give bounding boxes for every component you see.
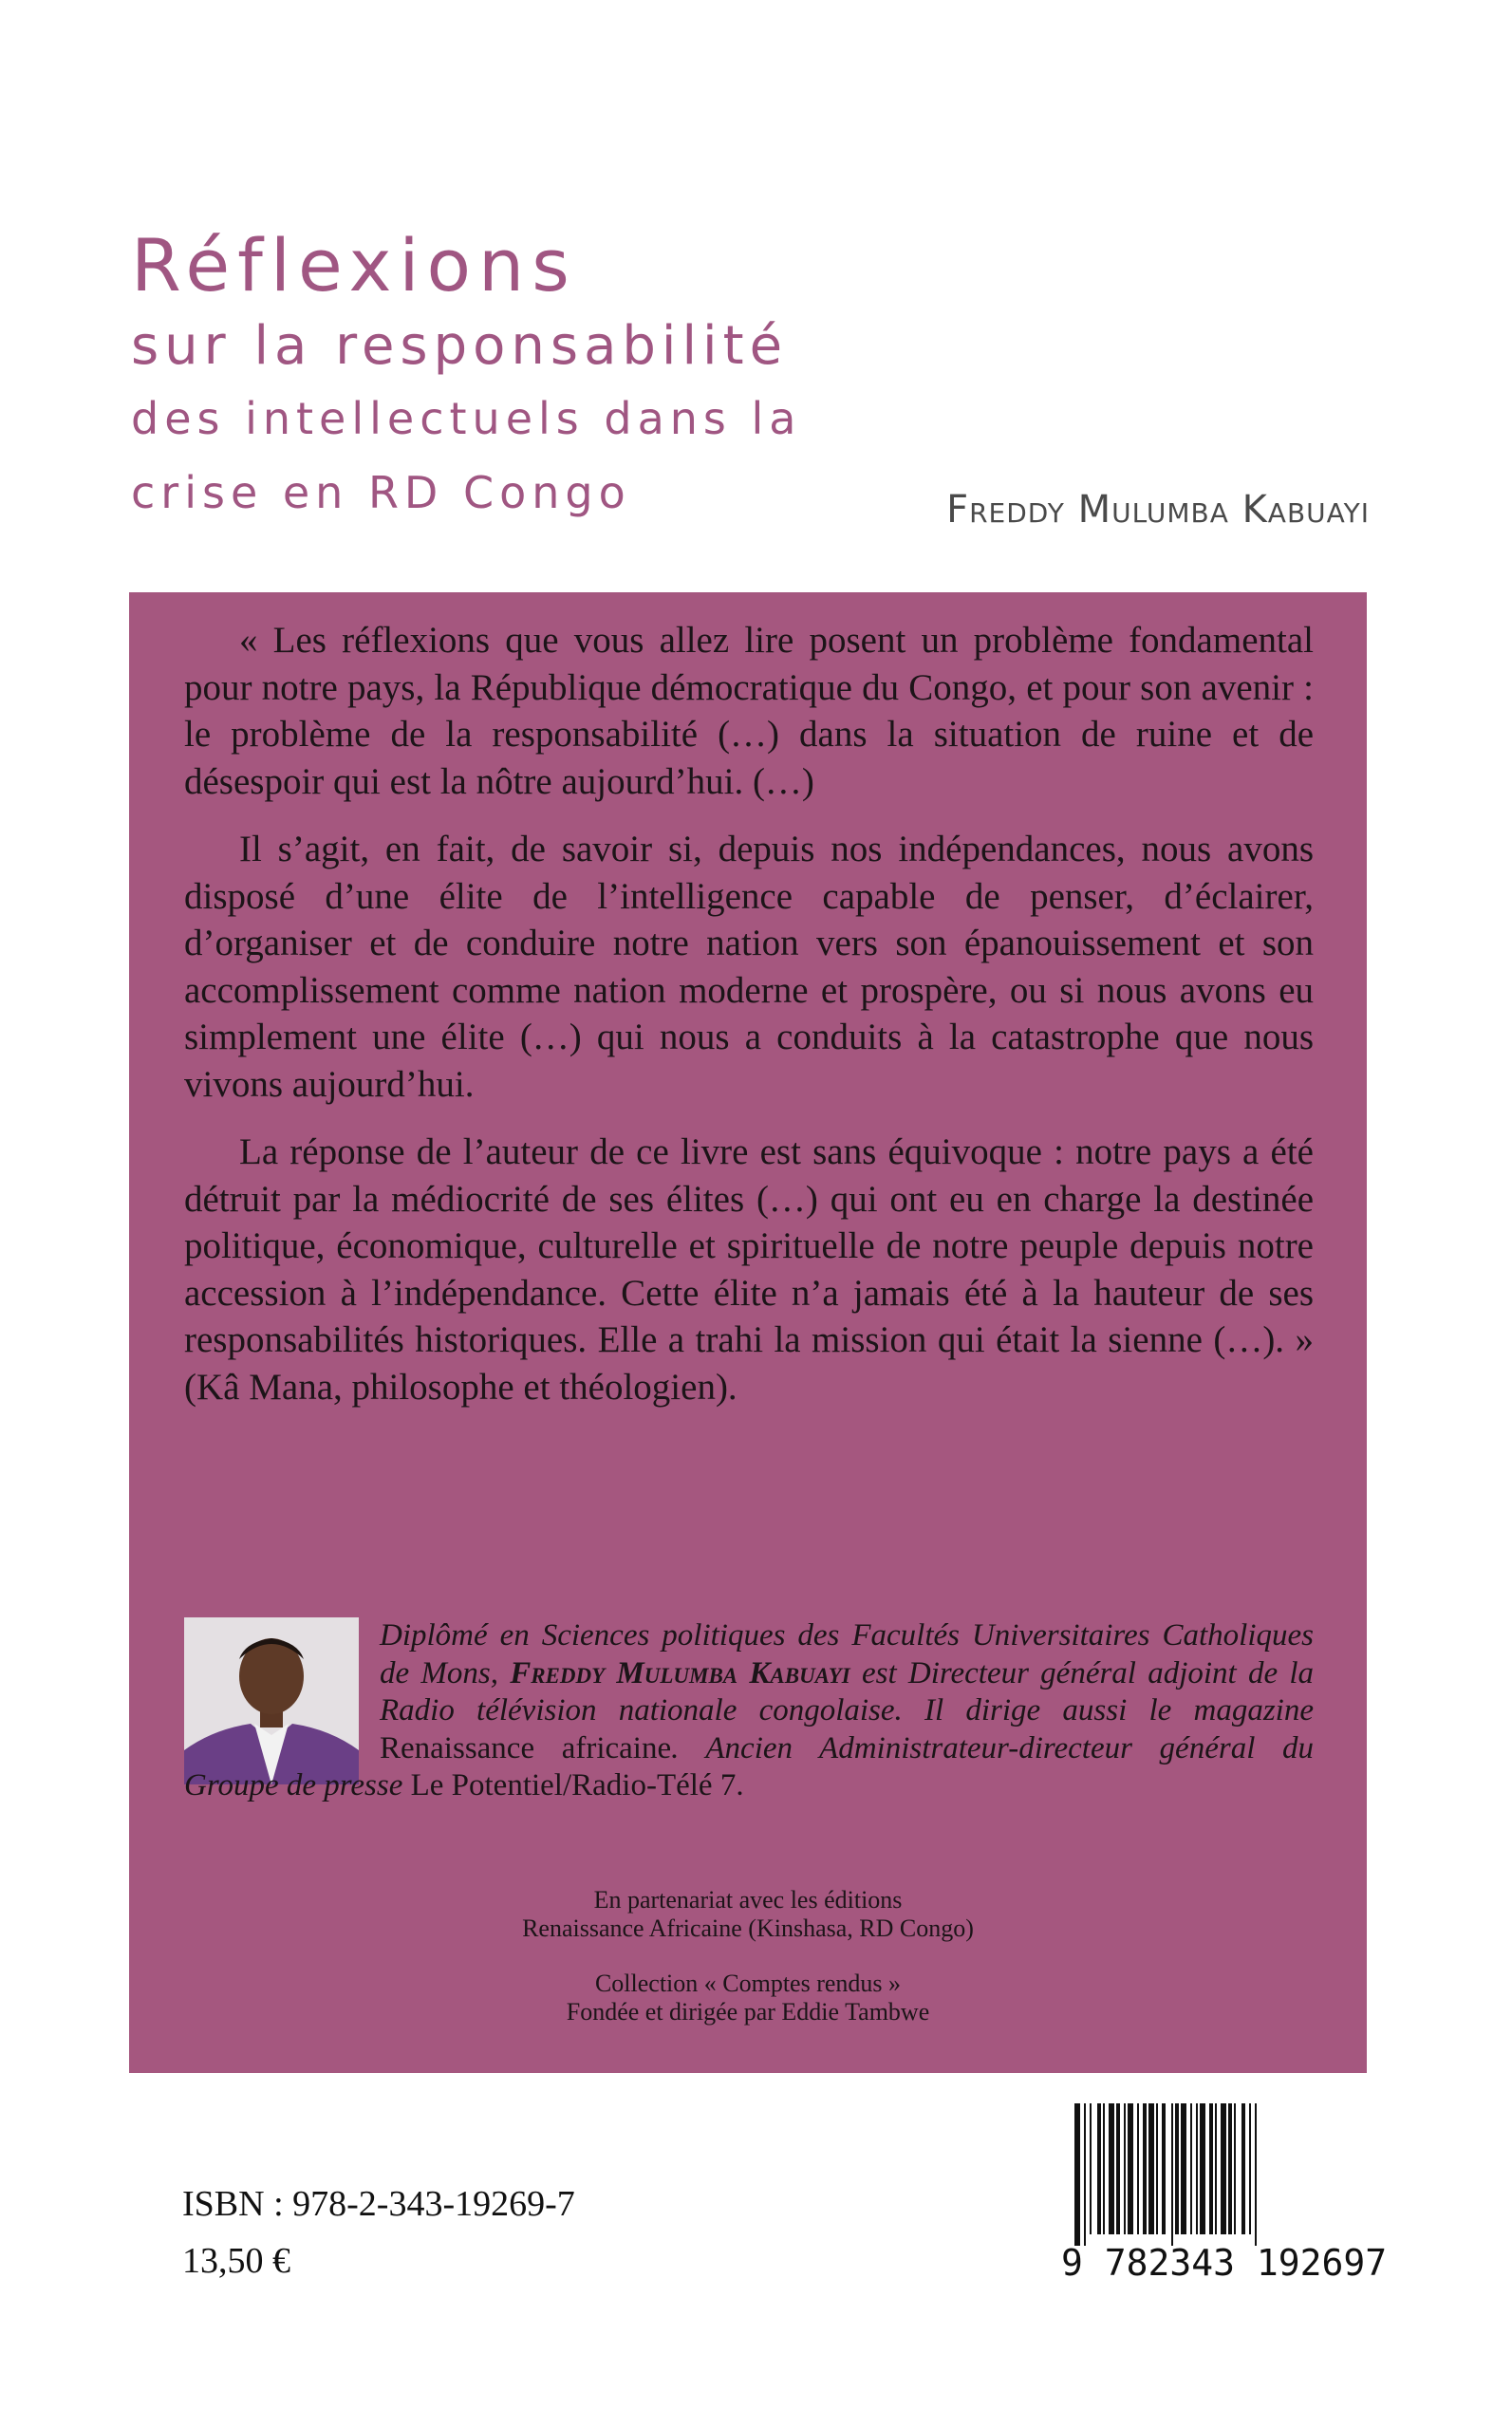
- bio-text-1: Diplômé en Sciences politiques des Facultés Universitaires Catholiques de Mons,: [380, 1618, 1314, 1690]
- partner-line-2: Renaissance Africaine (Kinshasa, RD Congo): [522, 1914, 974, 1942]
- price: 13,50 €: [182, 2241, 290, 2281]
- bio-text-2: est Directeur général adjoint de la Radio télévision nationale congolaise. Il dirige aussi le magazine: [380, 1655, 1314, 1727]
- quote-paragraph-3: La réponse de l’auteur de ce livre est sans équivoque : notre pays a été détruit par la médiocrité de ses élites (…) qui ont eu en charge la destinée politique, économique, culturelle et spirituelle de notre peuple depuis notre accession à l’indépendance. Cette élite n’a jamais été à la hauteur de ses responsabilités historiques. Elle a trahi la mission qui était la sienne (…). » (Kâ Mana, philosophe et théologien).: [184, 1131, 1314, 1408]
- isbn: ISBN : 978-2-343-19269-7: [182, 2184, 575, 2224]
- title-line-1: Réflexions: [131, 223, 577, 308]
- author-name: Freddy Mulumba Kabuayi: [946, 488, 1370, 532]
- collection-line: Collection « Comptes rendus »: [594, 1970, 902, 1997]
- collection-founder: Fondée et dirigée par Eddie Tambwe: [566, 1998, 930, 2026]
- title-line-4: crise en RD Congo: [131, 467, 631, 518]
- bio-author-name: Freddy Mulumba Kabuayi: [510, 1655, 850, 1690]
- partner-line-1: En partenariat avec les éditions: [593, 1886, 903, 1914]
- bio-text-3: . Ancien Administrateur-directeur général du Groupe de presse: [184, 1730, 1314, 1802]
- quote-paragraph-2: Il s’agit, en fait, de savoir si, depuis nos indépendances, nous avons disposé d’une élite de l’intelligence capable de penser, d’éclairer, d’organiser et de conduire notre nation vers son épanouissement et son accomplissement comme nation moderne et prospère, ou si nous avons eu simplement une élite (…) qui nous a conduits à la catastrophe que nous vivons aujourd’hui.: [184, 829, 1314, 1105]
- bio-magazine: Renaissance africaine: [380, 1730, 672, 1765]
- bio-end: .: [736, 1768, 744, 1802]
- title-line-3: des intellectuels dans la: [131, 393, 802, 444]
- title-line-2: sur la responsabilité: [131, 315, 789, 377]
- author-bio: [184, 1617, 1314, 1805]
- barcode-number: 9 782343 192697: [1061, 2242, 1388, 2284]
- back-cover-panel: [129, 592, 1367, 2073]
- quote-block: [184, 617, 1314, 1431]
- bio-press-group: Le Potentiel/Radio-Télé 7: [410, 1768, 737, 1802]
- quote-paragraph-1: « Les réflexions que vous allez lire posent un problème fondamental pour notre pays, la République démocratique du Congo, et pour son avenir : le problème de la responsabilité (…) dans la situation de ruine et de désespoir qui est la nôtre aujourd’hui. (…): [184, 620, 1314, 802]
